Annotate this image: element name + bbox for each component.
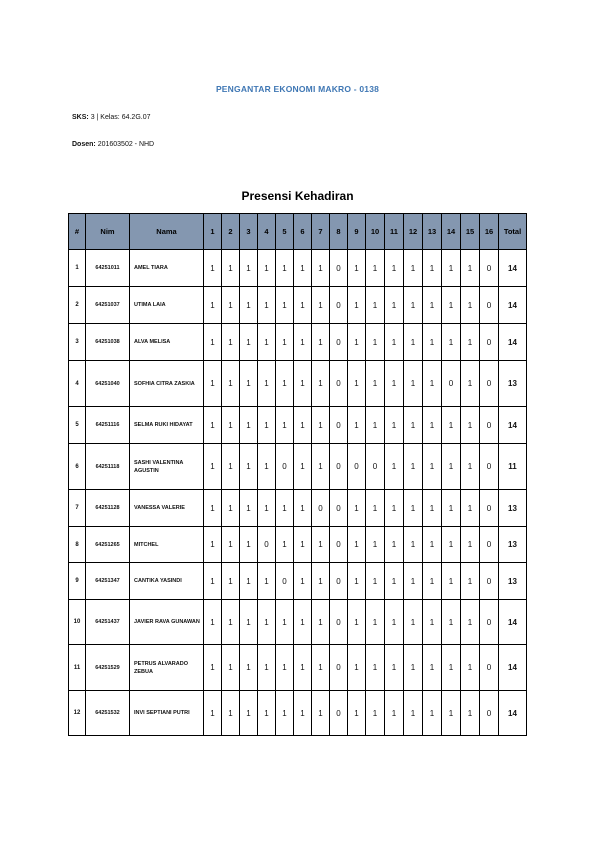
course-title: PENGANTAR EKONOMI MAKRO - 0138 [215, 84, 380, 94]
attendance-cell: 1 [276, 600, 294, 645]
attendance-cell: 1 [204, 691, 222, 736]
attendance-cell: 1 [385, 250, 404, 287]
attendance-cell: 1 [204, 563, 222, 600]
student-name: AMEL TIARA [130, 250, 204, 287]
attendance-cell: 1 [404, 600, 423, 645]
row-number: 4 [69, 361, 86, 407]
attendance-cell: 1 [348, 407, 366, 444]
student-nim: 64251118 [86, 444, 130, 490]
student-nim: 64251265 [86, 527, 130, 563]
column-header: 5 [276, 214, 294, 250]
attendance-cell: 0 [330, 287, 348, 324]
attendance-cell: 1 [258, 600, 276, 645]
attendance-cell: 1 [442, 287, 461, 324]
attendance-cell: 1 [312, 287, 330, 324]
attendance-cell: 0 [442, 361, 461, 407]
attendance-cell: 1 [404, 645, 423, 691]
attendance-cell: 1 [385, 563, 404, 600]
row-number: 7 [69, 490, 86, 527]
attendance-cell: 1 [294, 407, 312, 444]
row-number: 10 [69, 600, 86, 645]
attendance-table [68, 213, 527, 736]
attendance-cell: 1 [385, 527, 404, 563]
attendance-cell: 0 [330, 490, 348, 527]
attendance-cell: 1 [204, 287, 222, 324]
table-row [69, 600, 527, 645]
attendance-cell: 1 [385, 324, 404, 361]
attendance-cell: 1 [461, 444, 480, 490]
table-row [69, 563, 527, 600]
attendance-cell: 1 [222, 287, 240, 324]
student-name: UTIMA LAIA [130, 287, 204, 324]
column-header: 8 [330, 214, 348, 250]
column-header: Nama [130, 214, 204, 250]
attendance-cell: 1 [258, 563, 276, 600]
attendance-cell: 1 [461, 250, 480, 287]
attendance-cell: 1 [276, 250, 294, 287]
table-row [69, 691, 527, 736]
attendance-cell: 1 [366, 691, 385, 736]
attendance-cell: 1 [258, 691, 276, 736]
attendance-cell: 0 [348, 444, 366, 490]
student-nim: 64251532 [86, 691, 130, 736]
column-header: 4 [258, 214, 276, 250]
attendance-cell: 1 [312, 407, 330, 444]
attendance-cell: 0 [480, 645, 499, 691]
student-name: MITCHEL [130, 527, 204, 563]
attendance-cell: 1 [366, 361, 385, 407]
table-header-row [69, 214, 527, 250]
attendance-cell: 1 [240, 691, 258, 736]
attendance-cell: 1 [240, 287, 258, 324]
attendance-cell: 1 [258, 490, 276, 527]
attendance-cell: 1 [404, 287, 423, 324]
column-header: Nim [86, 214, 130, 250]
table-row [69, 287, 527, 324]
attendance-cell: 1 [312, 563, 330, 600]
attendance-cell: 1 [240, 645, 258, 691]
student-nim: 64251038 [86, 324, 130, 361]
student-name: VANESSA VALERIE [130, 490, 204, 527]
attendance-cell: 0 [258, 527, 276, 563]
attendance-cell: 1 [385, 287, 404, 324]
attendance-cell: 1 [312, 444, 330, 490]
attendance-cell: 1 [276, 324, 294, 361]
attendance-total: 14 [499, 324, 527, 361]
student-name: SELMA RUKI HIDAYAT [130, 407, 204, 444]
attendance-total: 13 [499, 490, 527, 527]
column-header: 6 [294, 214, 312, 250]
attendance-cell: 1 [423, 287, 442, 324]
attendance-cell: 1 [366, 324, 385, 361]
attendance-cell: 1 [294, 645, 312, 691]
student-nim: 64251128 [86, 490, 130, 527]
attendance-cell: 1 [461, 361, 480, 407]
attendance-total: 14 [499, 600, 527, 645]
attendance-cell: 1 [423, 600, 442, 645]
attendance-cell: 1 [240, 250, 258, 287]
attendance-cell: 1 [222, 691, 240, 736]
column-header: 12 [404, 214, 423, 250]
attendance-cell: 0 [330, 250, 348, 287]
attendance-cell: 1 [348, 324, 366, 361]
column-header: 2 [222, 214, 240, 250]
attendance-cell: 1 [385, 645, 404, 691]
attendance-cell: 1 [276, 287, 294, 324]
attendance-cell: 1 [348, 600, 366, 645]
row-number: 6 [69, 444, 86, 490]
row-number: 8 [69, 527, 86, 563]
attendance-cell: 1 [222, 490, 240, 527]
attendance-cell: 1 [312, 250, 330, 287]
column-header: 11 [385, 214, 404, 250]
attendance-cell: 1 [240, 490, 258, 527]
attendance-cell: 1 [442, 691, 461, 736]
attendance-total: 14 [499, 287, 527, 324]
attendance-cell: 1 [385, 490, 404, 527]
attendance-cell: 1 [423, 444, 442, 490]
column-header: 13 [423, 214, 442, 250]
attendance-cell: 1 [222, 324, 240, 361]
attendance-cell: 0 [330, 444, 348, 490]
attendance-cell: 1 [222, 563, 240, 600]
attendance-cell: 0 [480, 527, 499, 563]
table-row [69, 407, 527, 444]
attendance-cell: 1 [240, 444, 258, 490]
student-nim: 64251116 [86, 407, 130, 444]
attendance-cell: 1 [442, 407, 461, 444]
attendance-cell: 1 [348, 527, 366, 563]
attendance-cell: 0 [330, 361, 348, 407]
attendance-cell: 1 [204, 645, 222, 691]
attendance-cell: 1 [385, 600, 404, 645]
attendance-cell: 1 [442, 645, 461, 691]
attendance-cell: 1 [240, 600, 258, 645]
dosen-label: Dosen: [72, 141, 96, 148]
attendance-cell: 1 [294, 563, 312, 600]
column-header: 9 [348, 214, 366, 250]
attendance-cell: 1 [366, 250, 385, 287]
attendance-cell: 1 [294, 324, 312, 361]
row-number: 2 [69, 287, 86, 324]
attendance-cell: 1 [404, 361, 423, 407]
attendance-cell: 1 [366, 287, 385, 324]
attendance-cell: 1 [385, 361, 404, 407]
attendance-total: 13 [499, 361, 527, 407]
attendance-cell: 1 [461, 600, 480, 645]
attendance-cell: 1 [204, 324, 222, 361]
attendance-cell: 1 [258, 324, 276, 361]
attendance-cell: 1 [348, 563, 366, 600]
attendance-cell: 0 [480, 250, 499, 287]
column-header: 3 [240, 214, 258, 250]
attendance-cell: 1 [366, 600, 385, 645]
attendance-cell: 1 [366, 645, 385, 691]
table-row [69, 250, 527, 287]
attendance-cell: 1 [442, 444, 461, 490]
table-row [69, 361, 527, 407]
attendance-cell: 1 [442, 527, 461, 563]
attendance-cell: 1 [294, 490, 312, 527]
row-number: 5 [69, 407, 86, 444]
attendance-cell: 1 [240, 527, 258, 563]
attendance-cell: 1 [222, 361, 240, 407]
attendance-cell: 1 [404, 490, 423, 527]
row-number: 12 [69, 691, 86, 736]
attendance-cell: 0 [480, 361, 499, 407]
student-name: CANTIKA YASINDI [130, 563, 204, 600]
row-number: 3 [69, 324, 86, 361]
attendance-cell: 1 [385, 444, 404, 490]
attendance-cell: 1 [258, 444, 276, 490]
attendance-cell: 1 [461, 407, 480, 444]
attendance-cell: 1 [258, 407, 276, 444]
attendance-cell: 1 [461, 490, 480, 527]
attendance-cell: 1 [204, 361, 222, 407]
attendance-cell: 1 [204, 490, 222, 527]
attendance-cell: 1 [240, 563, 258, 600]
attendance-cell: 1 [461, 287, 480, 324]
attendance-cell: 1 [348, 490, 366, 527]
attendance-cell: 1 [442, 563, 461, 600]
attendance-cell: 1 [348, 645, 366, 691]
row-number: 11 [69, 645, 86, 691]
attendance-cell: 1 [461, 324, 480, 361]
attendance-total: 14 [499, 691, 527, 736]
attendance-cell: 1 [366, 407, 385, 444]
attendance-cell: 0 [276, 444, 294, 490]
attendance-cell: 1 [423, 691, 442, 736]
section-title: Presensi Kehadiran [241, 189, 354, 203]
attendance-cell: 0 [312, 490, 330, 527]
attendance-cell: 1 [276, 407, 294, 444]
attendance-cell: 1 [276, 691, 294, 736]
attendance-cell: 0 [480, 324, 499, 361]
attendance-cell: 0 [276, 563, 294, 600]
attendance-cell: 1 [240, 361, 258, 407]
student-nim: 64251037 [86, 287, 130, 324]
attendance-cell: 1 [404, 527, 423, 563]
attendance-cell: 1 [240, 407, 258, 444]
attendance-total: 14 [499, 407, 527, 444]
attendance-cell: 0 [330, 691, 348, 736]
course-info [72, 114, 151, 121]
attendance-cell: 1 [404, 324, 423, 361]
attendance-cell: 1 [204, 600, 222, 645]
attendance-cell: 1 [348, 691, 366, 736]
attendance-cell: 1 [312, 527, 330, 563]
attendance-cell: 1 [312, 645, 330, 691]
attendance-cell: 1 [366, 490, 385, 527]
attendance-cell: 1 [423, 490, 442, 527]
attendance-cell: 0 [480, 691, 499, 736]
attendance-cell: 1 [461, 691, 480, 736]
attendance-cell: 1 [404, 250, 423, 287]
attendance-cell: 1 [385, 691, 404, 736]
column-header: 14 [442, 214, 461, 250]
student-nim: 64251529 [86, 645, 130, 691]
attendance-cell: 1 [461, 645, 480, 691]
attendance-cell: 1 [423, 324, 442, 361]
attendance-cell: 1 [294, 361, 312, 407]
row-number: 1 [69, 250, 86, 287]
student-nim: 64251347 [86, 563, 130, 600]
table-row [69, 527, 527, 563]
attendance-cell: 0 [330, 407, 348, 444]
attendance-cell: 1 [312, 361, 330, 407]
attendance-cell: 1 [294, 444, 312, 490]
attendance-cell: 0 [330, 527, 348, 563]
sks-label: SKS: [72, 114, 89, 121]
attendance-cell: 1 [222, 444, 240, 490]
attendance-cell: 0 [480, 287, 499, 324]
attendance-cell: 1 [258, 361, 276, 407]
attendance-cell: 0 [330, 645, 348, 691]
attendance-total: 11 [499, 444, 527, 490]
attendance-cell: 1 [348, 250, 366, 287]
attendance-cell: 1 [258, 250, 276, 287]
attendance-cell: 1 [348, 287, 366, 324]
attendance-cell: 1 [204, 527, 222, 563]
attendance-cell: 0 [330, 600, 348, 645]
attendance-cell: 1 [222, 407, 240, 444]
attendance-total: 13 [499, 527, 527, 563]
student-name: ALVA MELISA [130, 324, 204, 361]
attendance-cell: 1 [294, 250, 312, 287]
student-name: JAVIER RAVA GUNAWAN [130, 600, 204, 645]
column-header: 15 [461, 214, 480, 250]
attendance-cell: 1 [222, 600, 240, 645]
column-header: Total [499, 214, 527, 250]
dosen-value: 201603502 - NHD [97, 141, 155, 148]
attendance-total: 14 [499, 250, 527, 287]
attendance-cell: 1 [404, 563, 423, 600]
attendance-cell: 1 [385, 407, 404, 444]
attendance-cell: 0 [480, 600, 499, 645]
attendance-cell: 1 [276, 527, 294, 563]
attendance-cell: 1 [222, 645, 240, 691]
attendance-cell: 0 [480, 407, 499, 444]
attendance-cell: 1 [366, 527, 385, 563]
attendance-cell: 1 [258, 287, 276, 324]
attendance-cell: 1 [442, 250, 461, 287]
attendance-cell: 1 [312, 324, 330, 361]
attendance-cell: 0 [480, 563, 499, 600]
attendance-cell: 1 [423, 407, 442, 444]
attendance-cell: 1 [348, 361, 366, 407]
student-nim: 64251040 [86, 361, 130, 407]
attendance-cell: 1 [442, 324, 461, 361]
lecturer-info [72, 141, 154, 148]
attendance-cell: 0 [366, 444, 385, 490]
table-row [69, 324, 527, 361]
attendance-cell: 1 [442, 600, 461, 645]
attendance-cell: 1 [312, 691, 330, 736]
student-name: INVI SEPTIANI PUTRI [130, 691, 204, 736]
attendance-cell: 1 [442, 490, 461, 527]
attendance-cell: 0 [480, 490, 499, 527]
attendance-cell: 1 [294, 287, 312, 324]
row-number: 9 [69, 563, 86, 600]
table-row [69, 645, 527, 691]
attendance-cell: 1 [404, 691, 423, 736]
column-header: 10 [366, 214, 385, 250]
table-row [69, 444, 527, 490]
attendance-cell: 1 [423, 645, 442, 691]
student-name: SASHI VALENTINA AGUSTIN [130, 444, 204, 490]
attendance-cell: 1 [366, 563, 385, 600]
attendance-cell: 1 [404, 407, 423, 444]
column-header: 1 [204, 214, 222, 250]
sks-value: 3 | Kelas: 64.2G.07 [90, 114, 151, 121]
attendance-cell: 0 [330, 563, 348, 600]
attendance-cell: 1 [258, 645, 276, 691]
attendance-cell: 1 [461, 527, 480, 563]
attendance-cell: 1 [461, 563, 480, 600]
attendance-cell: 1 [276, 361, 294, 407]
attendance-cell: 1 [294, 600, 312, 645]
attendance-cell: 1 [276, 645, 294, 691]
attendance-cell: 1 [312, 600, 330, 645]
attendance-cell: 1 [423, 527, 442, 563]
column-header: 7 [312, 214, 330, 250]
student-name: PETRUS ALVARADO ZEBUA [130, 645, 204, 691]
column-header: 16 [480, 214, 499, 250]
attendance-cell: 0 [480, 444, 499, 490]
attendance-cell: 1 [423, 361, 442, 407]
attendance-cell: 1 [423, 563, 442, 600]
attendance-cell: 1 [204, 444, 222, 490]
student-name: SOFHIA CITRA ZASKIA [130, 361, 204, 407]
attendance-cell: 1 [222, 250, 240, 287]
attendance-total: 14 [499, 645, 527, 691]
attendance-total: 13 [499, 563, 527, 600]
attendance-cell: 1 [222, 527, 240, 563]
attendance-cell: 1 [294, 527, 312, 563]
student-nim: 64251011 [86, 250, 130, 287]
table-row [69, 490, 527, 527]
attendance-cell: 1 [423, 250, 442, 287]
attendance-cell: 1 [204, 407, 222, 444]
attendance-cell: 1 [294, 691, 312, 736]
attendance-cell: 1 [404, 444, 423, 490]
column-header: # [69, 214, 86, 250]
attendance-cell: 1 [276, 490, 294, 527]
attendance-cell: 1 [204, 250, 222, 287]
student-nim: 64251437 [86, 600, 130, 645]
attendance-cell: 1 [240, 324, 258, 361]
attendance-cell: 0 [330, 324, 348, 361]
